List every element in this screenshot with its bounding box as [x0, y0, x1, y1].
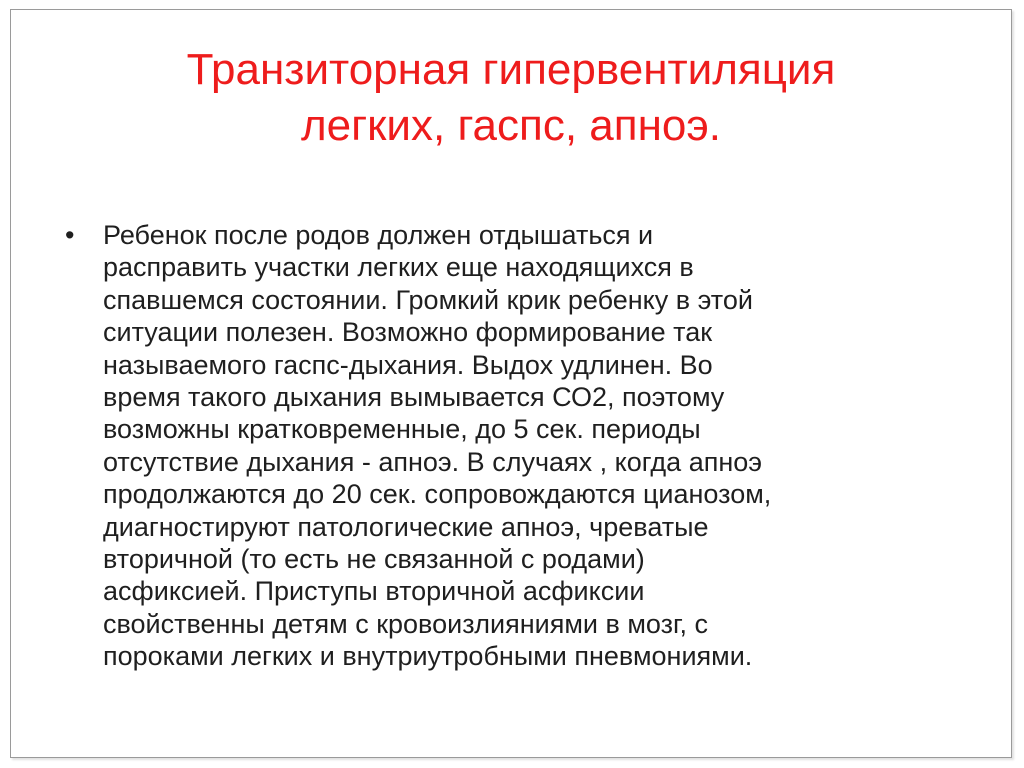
- body-line: диагностируют патологические апноэ, чреватые: [103, 511, 709, 542]
- bullet-text: [103, 219, 965, 673]
- body-line: спавшемся состоянии. Громкий крик ребенку в этой: [103, 284, 753, 315]
- body-line: асфиксией. Приступы вторичной асфиксии: [103, 576, 645, 607]
- slide-title: [51, 42, 971, 154]
- body-line: ситуации полезен. Возможно формирование так: [103, 317, 713, 348]
- slide: [10, 9, 1012, 758]
- body-line: расправить участки легких еще находящихся в: [103, 252, 694, 283]
- body-line: возможны кратковременные, до 5 сек. периоды: [103, 414, 701, 445]
- body-line: продолжаются до 20 сек. сопровождаются цианозом,: [103, 479, 772, 510]
- body-line: отсутствие дыхания - апноэ. В случаях , когда апноэ: [103, 446, 763, 477]
- bullet-list: [65, 219, 965, 673]
- title-line-1: Транзиторная гипервентиляция: [186, 45, 836, 94]
- bullet-icon: •: [65, 220, 75, 250]
- body-line: называемого гаспс-дыхания. Выдох удлинен. Во: [103, 349, 713, 380]
- body-line: Ребенок после родов должен отдышаться и: [103, 220, 654, 250]
- bullet-item: [65, 219, 965, 673]
- body-line: свойственны детям с кровоизлияниями в мозг, с: [103, 608, 709, 639]
- title-line-2: легких, гаспс, апноэ.: [300, 101, 722, 150]
- body-line: вторичной (то есть не связанной с родами): [103, 544, 645, 575]
- body-line: время такого дыхания вымывается СО2, поэтому: [103, 382, 725, 413]
- body-line: пороками легких и внутриутробными пневмониями.: [103, 641, 753, 672]
